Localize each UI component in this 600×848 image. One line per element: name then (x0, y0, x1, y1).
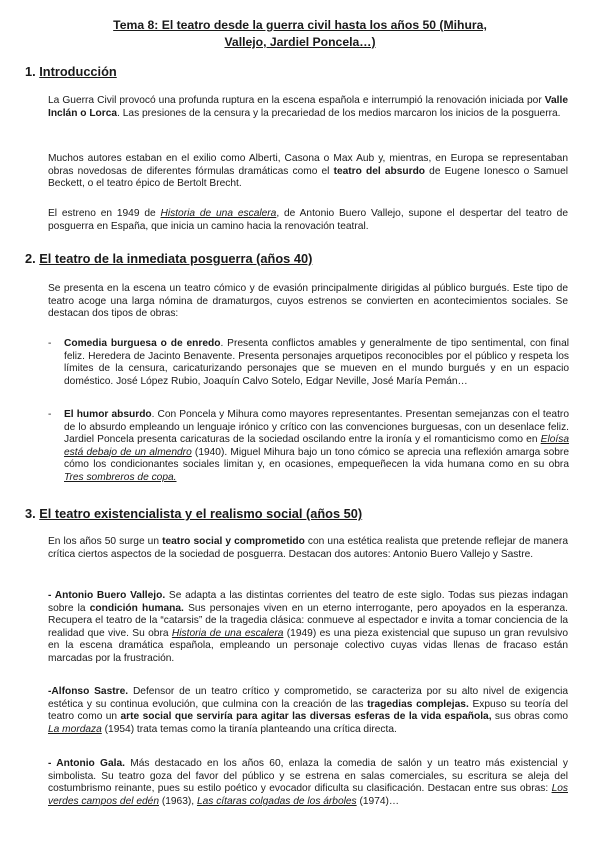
text-run: sus obras como (491, 711, 568, 723)
work-title: Historia de una escalera (171, 627, 284, 639)
section-title: El teatro de la inmediata posguerra (años 40) (39, 251, 313, 266)
text-run: (1963), (159, 795, 197, 807)
author-alfonso-sastre (48, 686, 568, 736)
document-title (60, 17, 540, 51)
text-run: En los años 50 surge un (48, 536, 163, 547)
bold-run: condición humana. (89, 602, 184, 614)
bold-run: teatro social y comprometido (162, 536, 305, 547)
work-title: Los verdes campos del edén (48, 783, 568, 807)
text-run: Se adapta a las distintas corrientes del teatro de este siglo. Todas sus piezas indagan sobre la (48, 590, 568, 614)
bold-run: Comedia burguesa o de enredo (64, 338, 221, 349)
section-title: Introducción (39, 64, 117, 79)
list-item-comedia (64, 338, 569, 388)
text-run: Expuso su teoría del teatro como un (48, 698, 568, 723)
text-run: de Eugene Ionesco o Samuel Beckett, o el teatro épico de Bertolt Brecht. (48, 165, 569, 190)
text-run: Muchos autores estaban en el exilio como Alberti, Casona o Max Aub y, mientras, en Europa se representaban obras novedosas de diferentes fórmulas dramáticas como el (48, 153, 568, 177)
work-title: Tres sombreros de copa. (64, 471, 177, 483)
section-3-intro (48, 536, 568, 561)
list-item-humor (64, 409, 569, 485)
intro-paragraph-2 (48, 153, 568, 191)
text-run: (1954) trata temas como la tiranía planteando una crítica directa. (101, 723, 397, 735)
section-2-intro: Se presenta en la escena un teatro cómico y de evasión principalmente dirigidas al público burgués. Este tipo de teatro acoge una larga nómina de dramaturgos, cuyos estrenos se convierten en acontecimientos sociales. Se destacan dos tipos de obras: (48, 283, 568, 320)
bold-run: El humor absurdo (64, 409, 152, 420)
list-dash: - (48, 409, 52, 420)
work-title: Historia de una escalera (160, 208, 277, 219)
section-number: 3. (25, 506, 36, 521)
list-dash: - (48, 338, 52, 349)
work-title: La mordaza (48, 723, 102, 735)
text-run: con una estética realista que pretende reflejar de manera crítica ciertos aspectos de la sociedad de posguerra. Destacan dos autores: Antonio Buero Vallejo y Sastre. (48, 536, 568, 560)
section-1-heading (25, 64, 117, 80)
text-run: Defensor de un teatro crítico y comprometido, se caracteriza por su alto nivel de exigencia estética y su continua evolución, que culmina con la creación de las (48, 686, 569, 710)
section-2-heading (25, 251, 312, 267)
bold-run: Valle Inclán o Lorca (48, 95, 568, 119)
text-run: La Guerra Civil provocó una profunda ruptura en la escena española e interrumpió la renovación iniciada por (48, 95, 545, 106)
text-run: Más destacado en los años 60, enlaza la comedia de salón y un teatro más existencial y simbolista. Su teatro goza del favor del público y se estrena en salas comerciales, su escritura se aleja del costumbrismo reinante, pues su estilo poético y evocador dificulta su clasificación. Destacan entre sus obras: (48, 758, 568, 795)
bold-run: teatro del absurdo (333, 165, 426, 177)
author-buero-vallejo (48, 590, 568, 666)
work-title: Eloísa está debajo de un almendro (64, 434, 569, 458)
section-title: El teatro existencialista y el realismo social (años 50) (39, 506, 363, 521)
bold-run: - Antonio Gala. (48, 758, 125, 769)
text-run: , de Antonio Buero Vallejo, supone el despertar del teatro de posguerra en España, que inicia un camino hacia la renovación teatral. (48, 208, 568, 232)
title-line-2: Vallejo, Jardiel Poncela…) (224, 35, 376, 49)
bold-run: arte social que serviría para agitar las diversas esferas de la vida española, (120, 711, 492, 723)
text-run: (1949) es una pieza existencial que supuso un gran revulsivo en la escena dramática española, empleando un personaje colectivo cuyas vidas llenas de fracaso están marcadas por la frustración. (48, 627, 568, 664)
text-run: Sus personajes viven en un eterno interrogante, pero apoyados en la esperanza. Recupera el teatro de la “catarsis” de la tragedia clásica: conmueve al espectador e invita a tomar conciencia de la realidad que vive. Su obra (48, 602, 568, 639)
intro-paragraph-3 (48, 208, 568, 233)
text-run: . Con Poncela y Mihura como mayores representantes. Presentan semejanzas con el teatro de lo absurdo empleando un lenguaje irónico y crítico con las convenciones burguesas, con un desenlace feliz. Jardiel Poncela presenta caricaturas de la sociedad oscilando entre la ironía y el romanticismo como en (64, 409, 569, 446)
intro-paragraph-1 (48, 95, 568, 120)
text-run: . Las presiones de la censura y la precariedad de los medios marcaron los inicios de la posguerra. (117, 107, 561, 119)
title-line-1: Tema 8: El teatro desde la guerra civil hasta los años 50 (Mihura, (113, 18, 487, 32)
text-run: El estreno en 1949 de (48, 208, 161, 219)
section-3-heading (25, 506, 362, 522)
bold-run: tragedias complejas. (367, 698, 469, 710)
work-title: Las cítaras colgadas de los árboles (196, 795, 357, 807)
text-run: (1974)… (356, 795, 400, 807)
bold-run: - Antonio Buero Vallejo. (48, 590, 166, 601)
bold-run: -Alfonso Sastre. (48, 686, 129, 697)
text-run: . Presenta conflictos amables y generalmente de tipo sentimental, con final feliz. Heredera de Jacinto Benavente. Presenta personajes arquetipos reconocibles por el público y respeta los límites de la censura, caricaturizando personajes que se mueven en el mundo burgués y en un espacio doméstico. José López Rubio, Joaquín Calvo Sotelo, Edgar Neville, José María Pemán… (64, 338, 569, 387)
author-antonio-gala (48, 758, 568, 808)
section-number: 2. (25, 251, 36, 266)
text-run: (1940). Miguel Mihura bajo un tono cómico se aprecia una reflexión amarga sobre cómo los condicionantes sociales limitan y, en ocasiones, empequeñecen la vida humana como en su obra (64, 446, 569, 471)
section-number: 1. (25, 64, 36, 79)
